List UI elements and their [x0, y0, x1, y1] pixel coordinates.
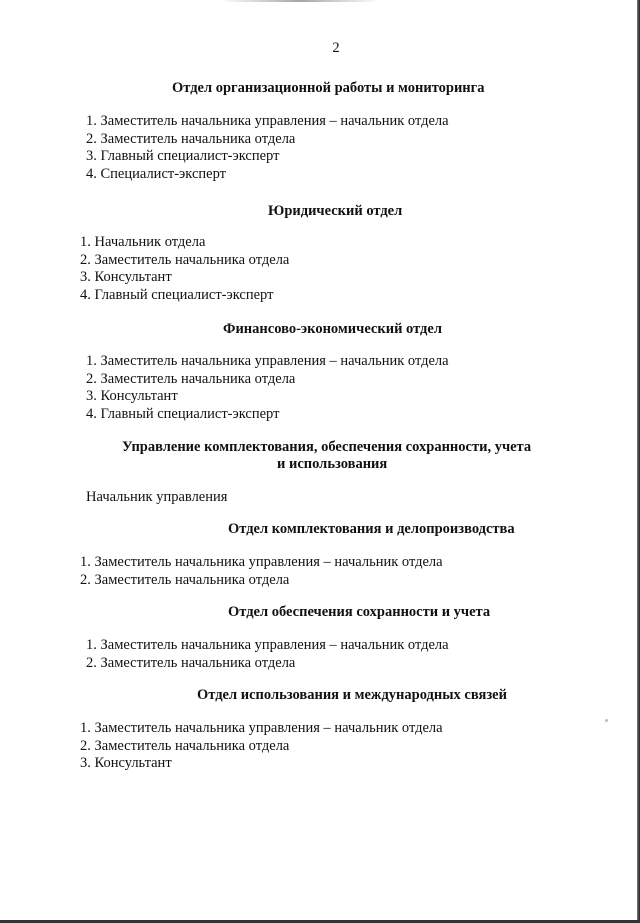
list-item: 1. Заместитель начальника управления – начальник отдела — [86, 113, 449, 129]
section-heading-management-line2: и использования — [277, 456, 388, 472]
list-item: 4. Главный специалист-эксперт — [86, 405, 280, 422]
list-preservation — [86, 637, 449, 672]
list-item: 4. Специалист-эксперт — [86, 165, 226, 182]
list-item: 2. Заместитель начальника отдела — [86, 654, 296, 671]
list-item: 2. Заместитель начальника отдела — [86, 130, 296, 147]
page-number: 2 — [332, 40, 340, 56]
list-acquisition — [80, 554, 443, 589]
list-item: 3. Консультант — [86, 388, 178, 404]
list-item: 2. Заместитель начальника отдела — [80, 251, 290, 268]
section-heading-finance: Финансово-экономический отдел — [223, 321, 442, 337]
section-heading-international: Отдел использования и международных связей — [197, 687, 507, 703]
list-legal — [80, 234, 289, 304]
section-heading-org-monitoring: Отдел организационной работы и мониторинга — [172, 80, 485, 96]
list-org-monitoring — [86, 113, 449, 183]
list-item: 3. Консультант — [80, 269, 172, 285]
list-item: 1. Заместитель начальника управления – начальник отдела — [86, 637, 449, 653]
list-item: 2. Заместитель начальника отдела — [80, 571, 290, 588]
head-of-department-text: Начальник управления — [86, 489, 228, 505]
list-international — [80, 720, 443, 773]
scan-artifact — [220, 0, 380, 2]
list-item: 1. Заместитель начальника управления – начальник отдела — [80, 554, 443, 570]
list-item: 3. Консультант — [80, 755, 172, 771]
list-finance — [86, 353, 449, 423]
list-item: 1. Заместитель начальника управления – начальник отдела — [80, 720, 443, 736]
scan-speck — [605, 719, 608, 722]
section-heading-preservation: Отдел обеспечения сохранности и учета — [228, 604, 491, 620]
list-item: 4. Главный специалист-эксперт — [80, 286, 274, 303]
section-heading-acquisition: Отдел комплектования и делопроизводства — [228, 521, 515, 537]
list-item: 2. Заместитель начальника отдела — [80, 737, 290, 754]
list-item: 2. Заместитель начальника отдела — [86, 370, 296, 387]
section-heading-management: Управление комплектования, обеспечения сохранности, учета — [122, 439, 532, 455]
list-item: 1. Начальник отдела — [80, 234, 206, 250]
section-heading-legal: Юридический отдел — [268, 203, 403, 219]
list-item: 3. Главный специалист-эксперт — [86, 148, 280, 164]
list-item: 1. Заместитель начальника управления – начальник отдела — [86, 353, 449, 369]
